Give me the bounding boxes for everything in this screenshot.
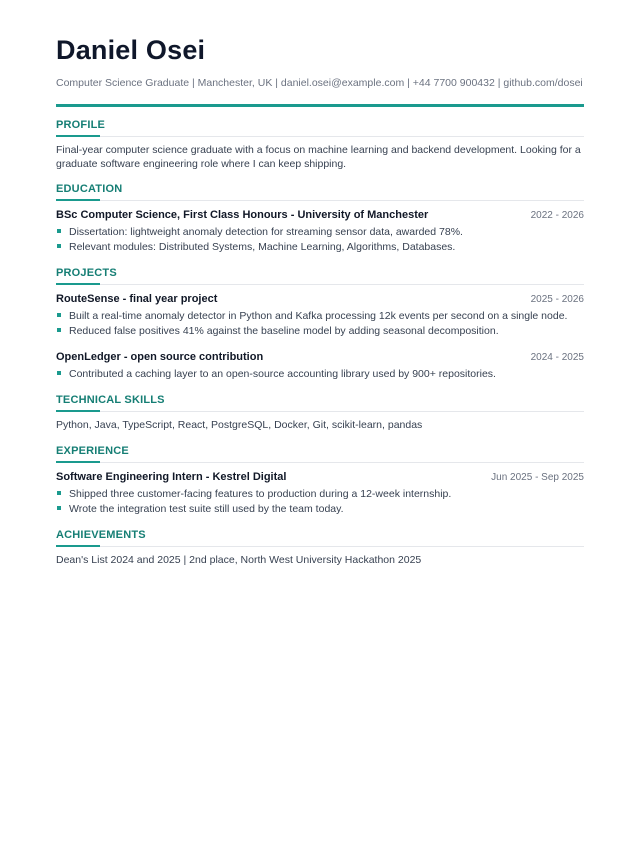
profile-text: Final-year computer science graduate with a focus on machine learning and backend development. Looking for a graduate software engineering role where I can keep shipping. bbox=[56, 144, 581, 170]
section-title-experience: EXPERIENCE bbox=[56, 444, 584, 463]
skills-section bbox=[56, 393, 584, 433]
project-entry bbox=[56, 292, 584, 339]
entry-date: 2022 - 2026 bbox=[530, 210, 584, 221]
bullet-item: Relevant modules: Distributed Systems, Machine Learning, Algorithms, Databases. bbox=[56, 240, 584, 255]
entry-title: RouteSense - final year project bbox=[56, 293, 218, 305]
section-title-projects: PROJECTS bbox=[56, 266, 584, 285]
header-divider bbox=[56, 104, 584, 107]
education-entry bbox=[56, 208, 584, 255]
experience-section bbox=[56, 444, 584, 517]
contact-line: Computer Science Graduate | Manchester, UK | daniel.osei@example.com | +44 7700 900432 | github.com/dosei bbox=[56, 77, 583, 89]
entry-date: Jun 2025 - Sep 2025 bbox=[491, 471, 584, 483]
bullet-item: Shipped three customer-facing features to production during a 12-week internship. bbox=[56, 487, 584, 502]
bullet-item: Contributed a caching layer to an open-source accounting library used by 900+ repositories. bbox=[56, 367, 584, 382]
bullet-item: Reduced false positives 41% against the baseline model by adding seasonal decomposition. bbox=[56, 324, 584, 339]
skills-text: Python, Java, TypeScript, React, PostgreSQL, Docker, Git, scikit-learn, pandas bbox=[56, 419, 423, 431]
achievements-section bbox=[56, 528, 584, 568]
section-title-education: EDUCATION bbox=[56, 182, 584, 201]
entry-title: Software Engineering Intern - Kestrel Digital bbox=[56, 470, 287, 483]
entry-title: OpenLedger - open source contribution bbox=[56, 351, 264, 363]
section-title-profile: PROFILE bbox=[56, 118, 584, 137]
bullet-list bbox=[56, 309, 584, 339]
bullet-item: Wrote the integration test suite still used by the team today. bbox=[56, 502, 584, 517]
entry-date: 2024 - 2025 bbox=[530, 352, 584, 363]
project-entry bbox=[56, 350, 584, 382]
entry-title: BSc Computer Science, First Class Honours - University of Manchester bbox=[56, 209, 429, 221]
experience-entry bbox=[56, 470, 584, 517]
entry-date: 2025 - 2026 bbox=[530, 294, 584, 305]
bullet-list bbox=[56, 225, 584, 255]
projects-section bbox=[56, 266, 584, 382]
bullet-list bbox=[56, 367, 584, 382]
achievements-text: Dean's List 2024 and 2025 | 2nd place, North West University Hackathon 2025 bbox=[56, 553, 422, 566]
profile-section bbox=[56, 118, 584, 171]
bullet-item: Dissertation: lightweight anomaly detection for streaming sensor data, awarded 78%. bbox=[56, 225, 584, 240]
section-title-achievements: ACHIEVEMENTS bbox=[56, 528, 584, 547]
candidate-name: Daniel Osei bbox=[56, 35, 206, 65]
bullet-list bbox=[56, 487, 584, 517]
education-section bbox=[56, 182, 584, 255]
section-title-skills: TECHNICAL SKILLS bbox=[56, 393, 584, 412]
bullet-item: Built a real-time anomaly detector in Python and Kafka processing 12k events per second on a single node. bbox=[56, 309, 584, 324]
